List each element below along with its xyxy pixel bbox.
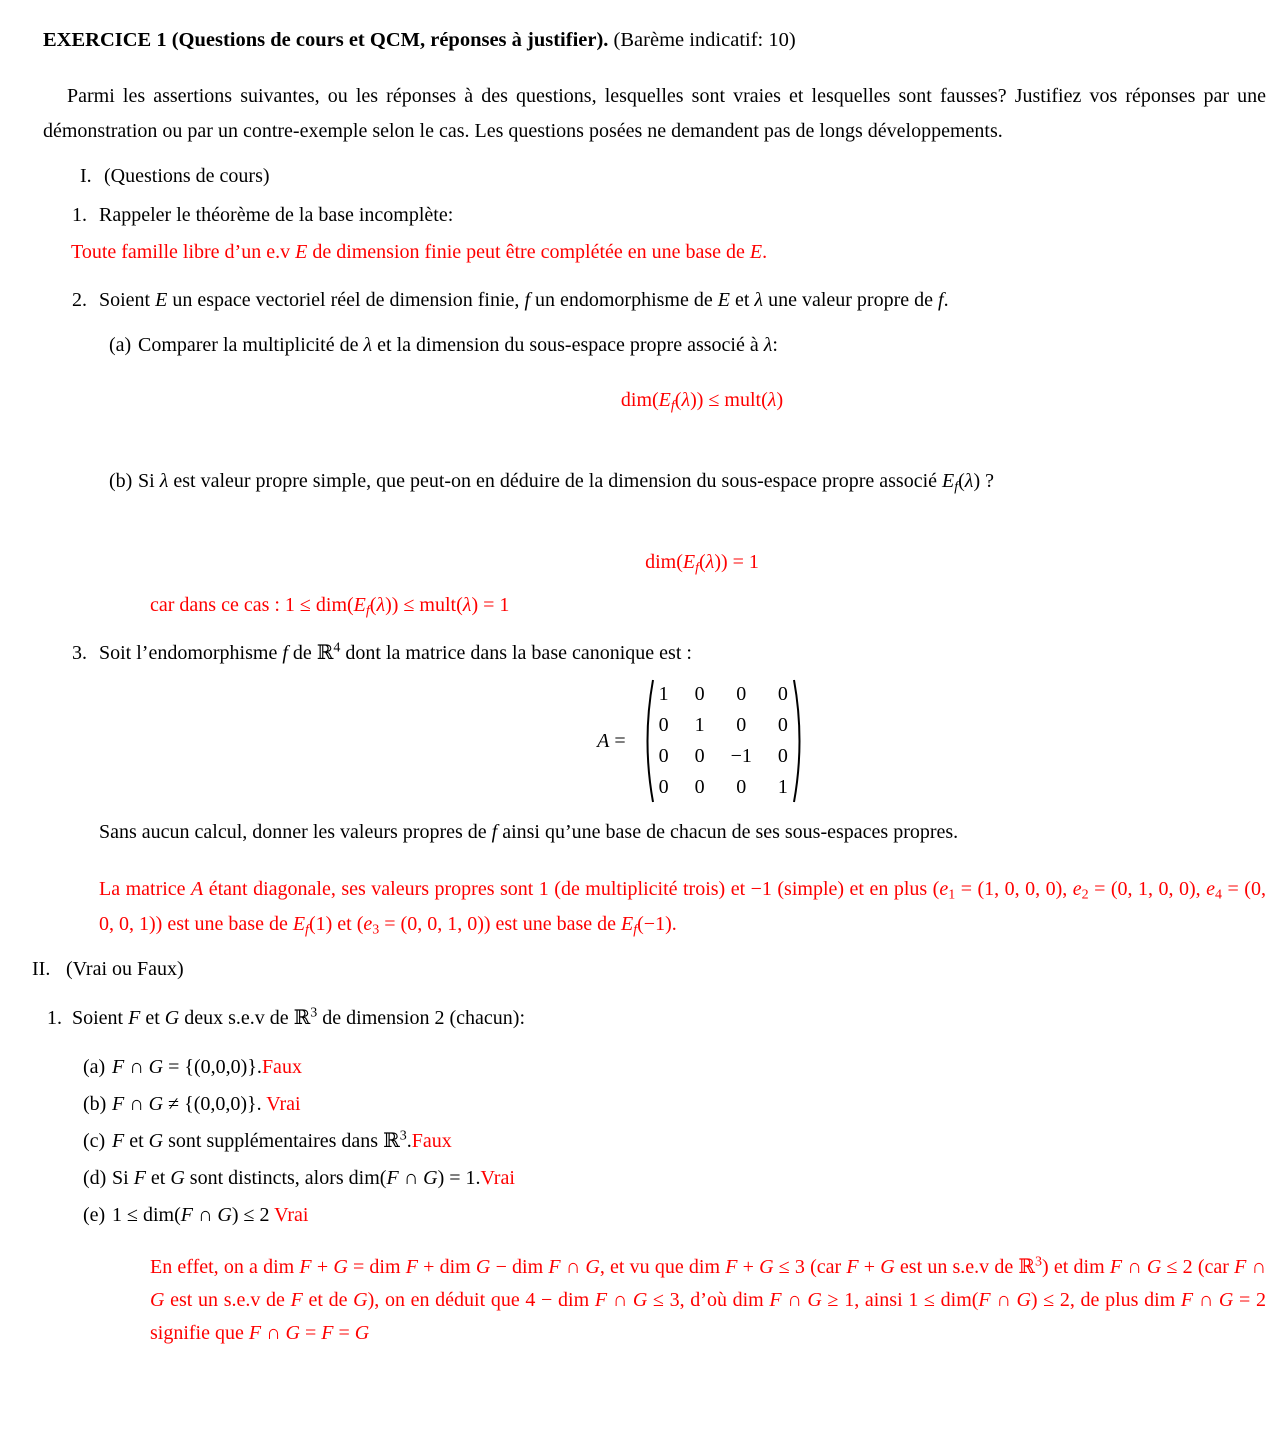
question-2-text: Soient E un espace vectoriel réel de dimension finie, f un endomorphisme de E et λ une valeur propre de f. [99, 289, 949, 311]
matrix-cell: 0 [777, 745, 788, 767]
section-2-title: (Vrai ou Faux) [66, 958, 184, 980]
matrix-cell: 0 [736, 776, 747, 798]
matrix-cell: 0 [694, 776, 705, 798]
true-false-item-b [43, 1087, 1266, 1122]
question-1-answer: Toute famille libre d’un e.v E de dimension finie peut être complétée en une base de E. [71, 241, 768, 263]
item-e-label: (e) [83, 1204, 106, 1226]
true-false-item-c [43, 1124, 1266, 1159]
item-a-label: (a) [83, 1056, 106, 1078]
intro-paragraph: Parmi les assertions suivantes, ou les réponses à des questions, lesquelles sont vraies et lesquelles sont fausses? Justifiez vos réponses par une démonstration ou par un contre-exemple selon le cas. Les questions posées ne demandent pas de longs développements. [43, 85, 1266, 142]
question-2a-answer-formula: $dim(E_f(\lambda))$ ≤ mult(λ) [620, 389, 784, 414]
matrix-cell: 1 [658, 683, 669, 705]
item-c-verdict: Faux [411, 1130, 452, 1152]
question-2b-answer-note: car dans ce cas : $1 \le dim(E_f(\lambda))$ ≤ mult(λ) = 1 [150, 594, 510, 619]
section-1-title: (Questions de cours) [104, 165, 270, 187]
exercise-title [43, 25, 1266, 55]
item-c-statement: F et G sont supplémentaires dans ℝ$^3$. [112, 1128, 412, 1152]
question-3-number: 3. [72, 642, 87, 664]
question-2a [43, 328, 1266, 363]
matrix-cell: 0 [694, 745, 705, 767]
exercise-title-main: EXERCICE 1 (Questions de cours et QCM, réponses à justifier). [43, 29, 609, 51]
question-3-answer: La matrice A étant diagonale, ses valeurs propres sont 1 (de multiplicité trois) et −1 (simple) et en plus ($e_1 = (1$, 0, 0, 0), $e_2 = (0$, 1, 0, 0), $e_4 = (0$, 0, 0, 1)) est une base de $E_f(1)$ et ($e_3 = (0$, 0, 1, 0)) est une base de $E_f(-1)$. [99, 878, 1266, 938]
item-e-statement: 1 ≤ dim(F ∩ G) ≤ 2 [112, 1204, 270, 1226]
matrix-A [597, 677, 807, 805]
question-2b-answer-formula: $dim(E_f(\lambda)) = 1$ [645, 551, 759, 576]
question-1-text: Rappeler le théorème de la base incomplète: [99, 204, 454, 226]
item-a-statement: F ∩ G = {(0,0,0)}. [112, 1056, 262, 1078]
item-d-statement: Si F et G sont distincts, alors dim(F ∩ G) = 1. [112, 1167, 481, 1189]
matrix-label: A = [597, 729, 626, 752]
true-false-question-1 [43, 1001, 1266, 1036]
matrix-cell: 0 [658, 745, 669, 767]
item-a-verdict: Faux [261, 1056, 302, 1078]
matrix-cell: 0 [736, 683, 747, 705]
matrix-cells [655, 679, 792, 803]
question-1 [43, 198, 1266, 233]
question-2a-label: (a) [109, 334, 132, 356]
item-c-label: (c) [83, 1130, 106, 1152]
question-2-number: 2. [72, 289, 87, 311]
matrix-cell: 0 [736, 714, 747, 736]
section-2-label: II. [32, 958, 51, 980]
matrix-cell: 1 [694, 714, 705, 736]
item-d-label: (d) [83, 1167, 107, 1189]
matrix-equation [138, 677, 1266, 805]
question-3 [43, 636, 1266, 671]
question-3-prompt: Sans aucun calcul, donner les valeurs propres de f ainsi qu’une base de chacun de ses sous-espaces propres. [99, 821, 959, 843]
matrix-cell: 0 [777, 714, 788, 736]
question-2b [43, 464, 1266, 499]
true-false-item-e [43, 1198, 1266, 1233]
question-2 [43, 283, 1266, 318]
true-false-question-1-text: Soient F et G deux s.e.v de ℝ$^3$ de dimension 2 (chacun): [72, 1005, 525, 1029]
true-false-justification: En effet, on a dim F + G = dim F + dim G − dim F ∩ G, et vu que dim F + G ≤ 3 (car F + G est un s.e.v de ℝ$^3$) et dim F ∩ G ≤ 2 (car F ∩ G est un s.e.v de F et de G), on en déduit que 4 − dim F ∩ G ≤ 3, d’où dim F ∩ G ≥ 1, ainsi 1 ≤ dim(F ∩ G) ≤ 2, de plus dim F ∩ G = 2 signifie que F ∩ G = F = G [150, 1254, 1267, 1344]
question-1-number: 1. [72, 204, 87, 226]
item-b-label: (b) [83, 1093, 107, 1115]
matrix-cell: −1 [730, 745, 752, 767]
true-false-item-a [43, 1050, 1266, 1085]
true-false-item-d [43, 1161, 1266, 1196]
true-false-question-1-number: 1. [47, 1007, 62, 1029]
item-b-statement: F ∩ G ≠ {(0,0,0)}. [112, 1093, 262, 1115]
section-1-heading [43, 159, 1266, 194]
item-b-verdict: Vrai [261, 1093, 301, 1115]
matrix-cell: 0 [658, 776, 669, 798]
matrix-cell: 0 [777, 683, 788, 705]
matrix-left-paren [640, 677, 655, 805]
exercise-title-bareme: (Barème indicatif: 10) [608, 29, 796, 51]
matrix-right-paren [792, 677, 807, 805]
matrix-cell: 1 [777, 776, 788, 798]
question-2b-label: (b) [109, 470, 133, 492]
question-2b-text: Si λ est valeur propre simple, que peut-on en déduire de la dimension du sous-espace propre associé $E_f(\lambda)$ ? [138, 470, 995, 495]
matrix-cell: 0 [694, 683, 705, 705]
section-1-label: I. [80, 165, 92, 187]
question-3-text: Soit l’endomorphisme f de ℝ$^4$ dont la matrice dans la base canonique est : [99, 640, 692, 664]
question-2a-text: Comparer la multiplicité de λ et la dimension du sous-espace propre associé à λ: [138, 334, 778, 356]
section-2-heading [32, 952, 1266, 987]
matrix-cell: 0 [658, 714, 669, 736]
item-d-verdict: Vrai [480, 1167, 515, 1189]
item-e-verdict: Vrai [269, 1204, 309, 1226]
